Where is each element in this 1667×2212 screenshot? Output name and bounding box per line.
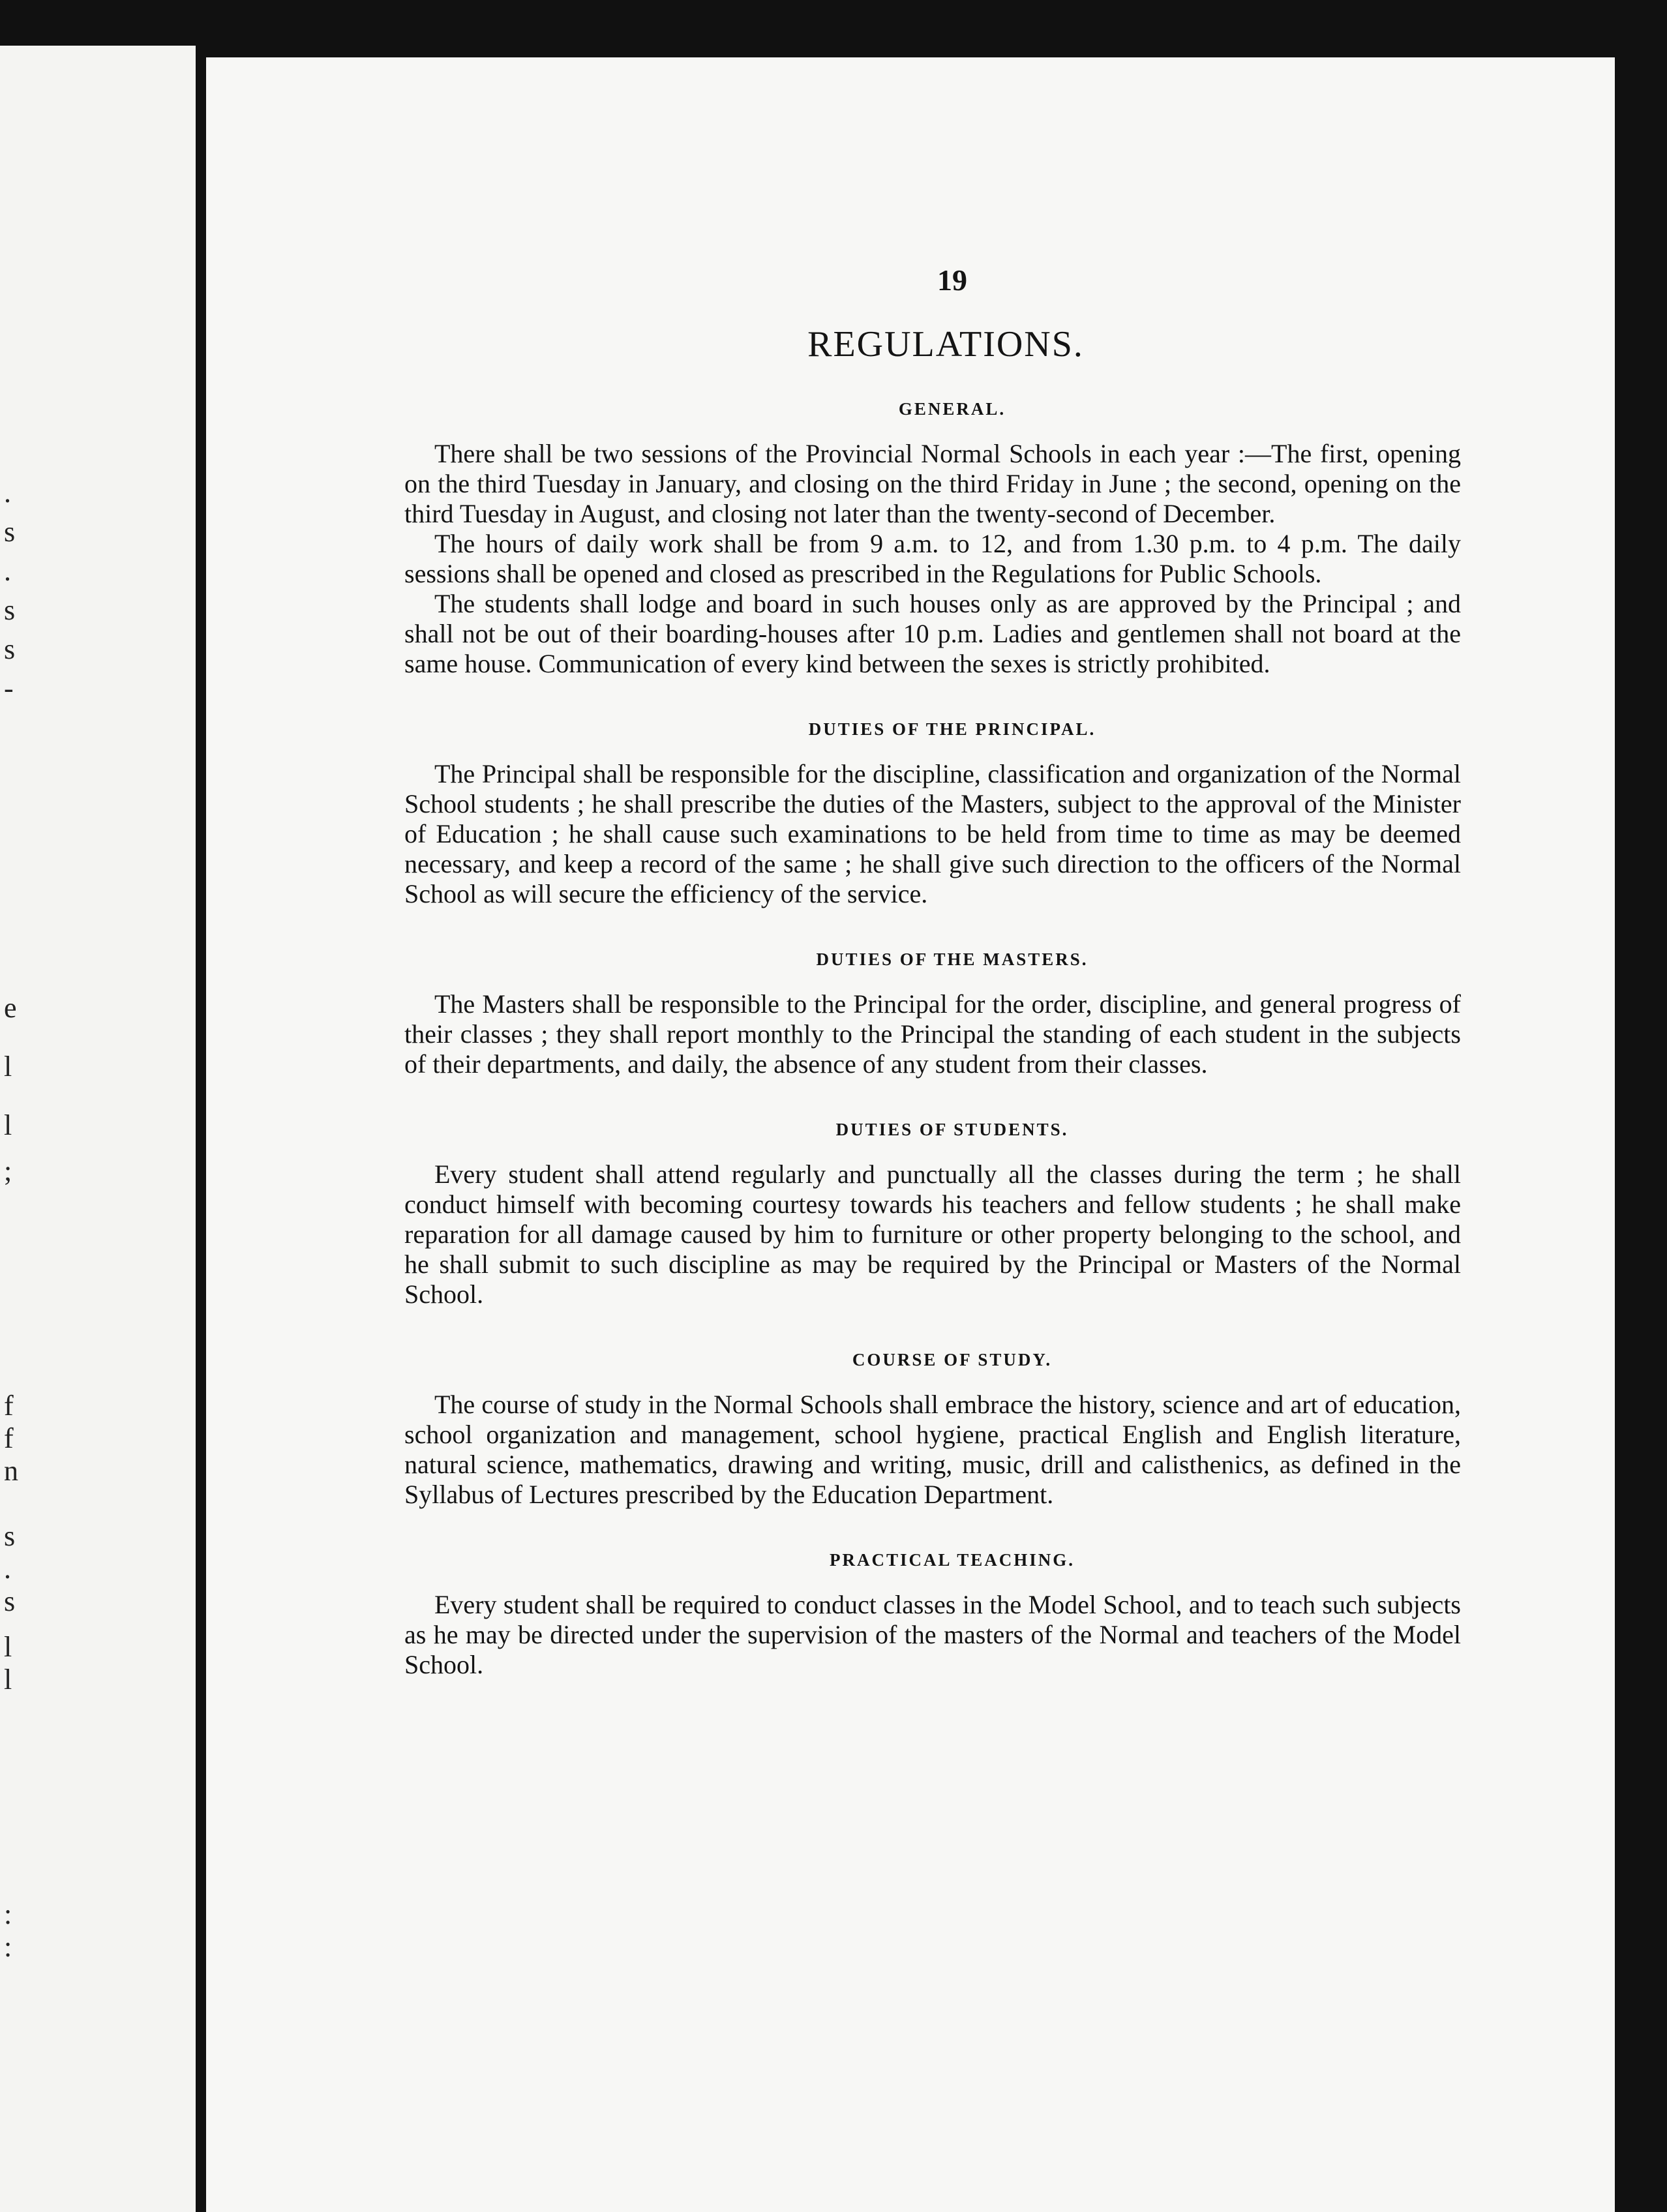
facing-fragment: - xyxy=(4,672,14,704)
facing-fragment: : xyxy=(4,1898,12,1930)
facing-fragment: l xyxy=(4,1051,12,1083)
facing-fragment: ; xyxy=(4,1155,12,1187)
facing-page-text-fragments xyxy=(0,46,26,2212)
paragraph: The course of study in the Normal Schools shall embrace the history, science and art of education, school organization and management, school hygiene, practical English and English literature, natural science, mathematics, drawing and writing, music, drill and calisthenics, as defined in the Syllabus of Lectures prescribed by the Education Department. xyxy=(404,1390,1461,1509)
facing-fragment: f xyxy=(4,1390,14,1422)
section-duties-of-students xyxy=(404,1120,1461,1309)
section-duties-of-masters xyxy=(404,949,1461,1079)
section-heading: DUTIES OF THE PRINCIPAL. xyxy=(808,719,1096,739)
paragraph: Every student shall attend regularly and punctually all the classes during the term ; he shall conduct himself with becoming courtesy towards his teachers and fellow students ; he shall make reparation for all damage caused by him to furniture or other property belonging to the school, and he shall submit to such discipline as may be required by the Principal or Masters of the Normal School. xyxy=(404,1159,1461,1309)
paragraph: The Principal shall be responsible for the discipline, classification and organization of the Normal School students ; he shall prescribe the duties of the Masters, subject to the approval of the Minister of Education ; he shall cause such examinations to be held from time to time as may be deemed necessary, and keep a record of the same ; he shall give such direction to the officers of the Normal School as will secure the efficiency of the service. xyxy=(404,759,1461,908)
facing-fragment: l xyxy=(4,1631,12,1663)
facing-fragment: e xyxy=(4,992,17,1024)
facing-fragment: l xyxy=(4,1109,12,1141)
section-heading: PRACTICAL TEACHING. xyxy=(829,1550,1075,1570)
facing-page-edge xyxy=(0,46,196,2212)
page-number: 19 xyxy=(937,263,967,297)
facing-fragment: s xyxy=(4,1520,16,1552)
paragraph: The hours of daily work shall be from 9 a.m. to 12, and from 1.30 p.m. to 4 p.m. The daily sessions shall be opened and closed as prescribed in the Regulations for Public Schools. xyxy=(404,529,1461,588)
facing-fragment: s xyxy=(4,516,16,548)
facing-fragment: . xyxy=(4,555,11,587)
section-heading: GENERAL. xyxy=(898,399,1006,419)
paragraph: The students shall lodge and board in such houses only as are approved by the Principal ; and shall not be out of their boarding-houses after 10 p.m. Ladies and gentlemen shall not board at the same house. Communication of every kind between the sexes is strictly prohibited. xyxy=(404,589,1461,678)
facing-fragment: l xyxy=(4,1664,12,1696)
section-heading: DUTIES OF STUDENTS. xyxy=(835,1120,1069,1139)
section-course-of-study xyxy=(404,1350,1461,1510)
facing-fragment: . xyxy=(4,477,11,509)
section-heading: DUTIES OF THE MASTERS. xyxy=(816,949,1089,969)
facing-fragment: : xyxy=(4,1931,12,1963)
facing-fragment: . xyxy=(4,1553,11,1585)
paragraph: There shall be two sessions of the Provincial Normal Schools in each year :—The first, opening on the third Tuesday in January, and closing on the third Friday in June ; the second, opening on the third Tuesday in August, and closing not later than the twenty-second of December. xyxy=(404,439,1461,528)
facing-fragment: s xyxy=(4,633,16,665)
page-content xyxy=(404,263,1461,1720)
section-heading: COURSE OF STUDY. xyxy=(852,1350,1053,1369)
section-general xyxy=(404,399,1461,679)
section-duties-of-principal xyxy=(404,719,1461,909)
facing-fragment: s xyxy=(4,1585,16,1617)
page-title: REGULATIONS. xyxy=(807,324,1084,365)
facing-fragment: f xyxy=(4,1422,14,1454)
facing-fragment: s xyxy=(4,594,16,626)
document-page xyxy=(206,57,1615,2212)
facing-fragment: n xyxy=(4,1455,18,1487)
paragraph: The Masters shall be responsible to the Principal for the order, discipline, and general progress of their classes ; they shall report monthly to the Principal the standing of each student in the subjects of their departments, and daily, the absence of any student from their classes. xyxy=(404,989,1461,1079)
paragraph: Every student shall be required to conduct classes in the Model School, and to teach such subjects as he may be directed under the supervision of the masters of the Normal and teachers of the Model School. xyxy=(404,1590,1461,1679)
section-practical-teaching xyxy=(404,1550,1461,1680)
